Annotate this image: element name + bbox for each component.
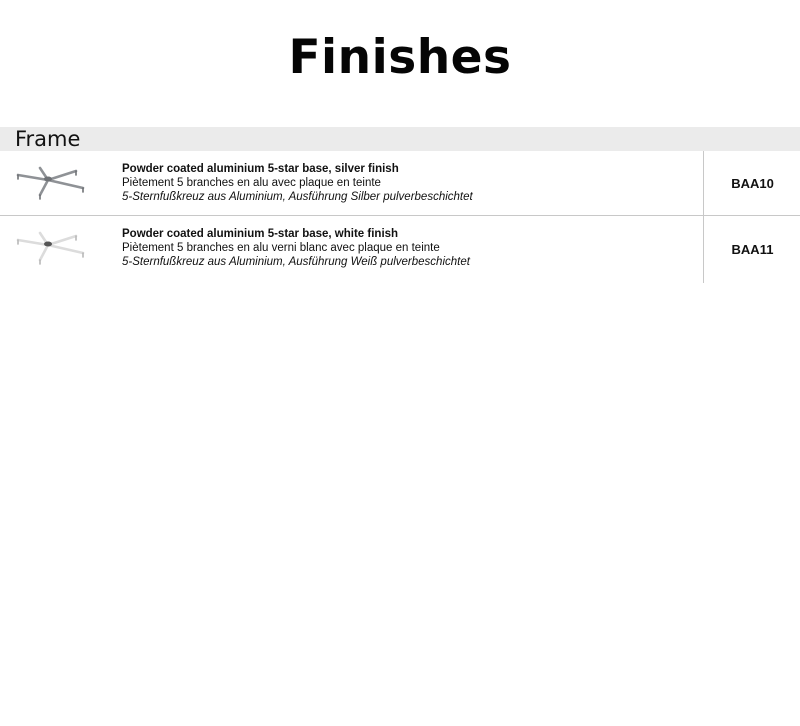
item-name-en: Powder coated aluminium 5-star base, white finish — [122, 228, 399, 240]
table-row — [0, 216, 800, 283]
item-name-de: 5-Sternfußkreuz aus Aluminium, Ausführung Weiß pulverbeschichtet — [122, 256, 470, 268]
finishes-table — [0, 151, 800, 283]
item-description — [122, 227, 692, 269]
item-name-fr: Piètement 5 branches en alu avec plaque en teinte — [122, 177, 381, 189]
white-five-star-base-icon — [10, 226, 90, 266]
item-code-cell — [703, 216, 800, 283]
item-name-en: Powder coated aluminium 5-star base, silver finish — [122, 163, 399, 175]
item-name-de: 5-Sternfußkreuz aus Aluminium, Ausführung Silber pulverbeschichtet — [122, 191, 473, 203]
section-header-frame — [0, 127, 800, 151]
silver-five-star-base-icon — [10, 161, 90, 201]
item-name-fr: Piètement 5 branches en alu verni blanc avec plaque en teinte — [122, 242, 440, 254]
item-code-cell — [703, 151, 800, 215]
item-code: BAA10 — [731, 175, 774, 191]
table-row — [0, 151, 800, 216]
page-title: Finishes — [288, 30, 512, 85]
section-label: Frame — [15, 127, 81, 151]
item-description — [122, 162, 692, 204]
item-code: BAA11 — [731, 242, 774, 257]
